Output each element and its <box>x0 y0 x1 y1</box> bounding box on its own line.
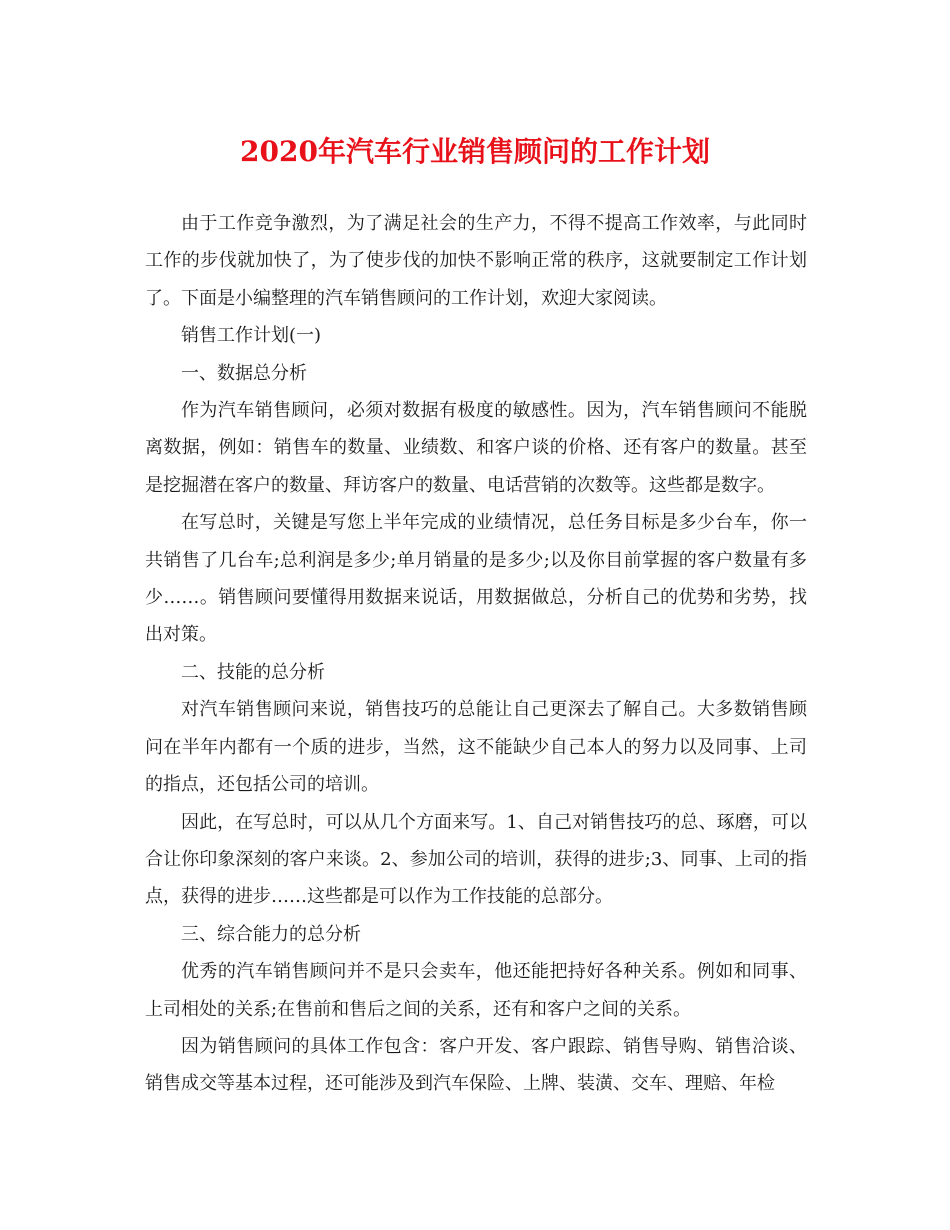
section-1-heading: 一、数据总分析 <box>181 362 307 384</box>
section-3-paragraph-1: 优秀的汽车销售顾问并不是只会卖车，他还能把持好各种关系。例如和同事、上司相处的关系;在售前和售后之间的关系，还有和客户之间的关系。 <box>145 961 807 1020</box>
plan-heading: 销售工作计划(一) <box>181 325 322 347</box>
section-1-paragraph-2: 在写总时，关键是写您上半年完成的业绩情况，总任务目标是多少台车，你一共销售了几台车;总利润是多少;单月销量的是多少;以及你目前掌握的客户数量有多少……。销售顾问要懂得用数据来说话，用数据做总，分析自己的优势和劣势，找出对策。 <box>145 512 807 646</box>
section-3-heading: 三、综合能力的总分析 <box>181 923 361 945</box>
section-2-paragraph-2: 因此，在写总时，可以从几个方面来写。1、自己对销售技巧的总、琢磨，可以合让你印象深刻的客户来谈。2、参加公司的培训，获得的进步;3、同事、上司的指点，获得的进步……这些都是可以作为工作技能的总部分。 <box>145 811 807 908</box>
section-3-paragraph-2: 因为销售顾问的具体工作包含：客户开发、客户跟踪、销售导购、销售洽谈、销售成交等基本过程，还可能涉及到汽车保险、上牌、装潢、交车、理赔、年检 <box>145 1035 807 1095</box>
section-1-paragraph-1: 作为汽车销售顾问，必须对数据有极度的敏感性。因为，汽车销售顾问不能脱离数据，例如：销售车的数量、业绩数、和客户谈的价格、还有客户的数量。甚至是挖掘潜在客户的数量、拜访客户的数量、电话营销的次数等。这些都是数字。 <box>145 400 807 496</box>
intro-paragraph: 由于工作竞争激烈，为了满足社会的生产力，不得不提高工作效率，与此同时工作的步伐就加快了，为了使步伐的加快不影响正常的秩序，这就要制定工作计划了。下面是小编整理的汽车销售顾问的工作计划，欢迎大家阅读。 <box>145 213 807 309</box>
document-body <box>145 205 807 1103</box>
document-title: 2020年汽车行业销售顾问的工作计划 <box>240 135 710 168</box>
section-2-paragraph-1: 对汽车销售顾问来说，销售技巧的总能让自己更深去了解自己。大多数销售顾问在半年内都有一个质的进步，当然，这不能缺少自己本人的努力以及同事、上司的指点，还包括公司的培训。 <box>145 699 807 796</box>
section-2-heading: 二、技能的总分析 <box>181 661 325 683</box>
